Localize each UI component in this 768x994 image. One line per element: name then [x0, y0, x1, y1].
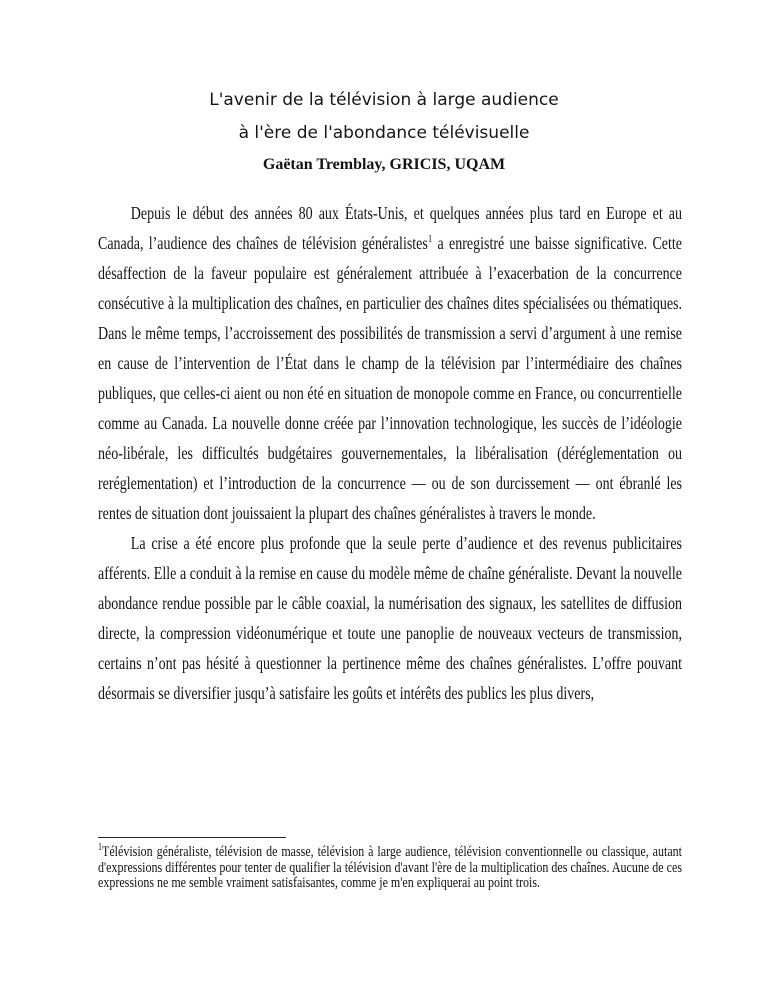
paragraph-1: [98, 198, 682, 528]
paragraph-1-text-after-ref: a enregistré une baisse significative. Cette désaffection de la faveur populaire est généralement attribuée à l’exacerbation de la concurrence consécutive à la multiplication des chaînes, en particulier des chaînes dites spécialisées ou thématiques. Dans le même temps, l’accroissement des possibilités de transmission a servi d’argument à une remise en cause de l’intervention de l’État dans le champ de la télévision par l’intermédiaire des chaînes publiques, que celles-ci aient ou non été en situation de monopole comme en France, ou concurrentielle comme au Canada. La nouvelle donne créée par l’innovation technologique, les succès de l’idéologie néo-libérale, les difficultés budgétaires gouvernementales, la libéralisation (déréglementation ou reréglementation) et l’introduction de la concurrence — ou de son durcissement — ont ébranlé les rentes de situation dont jouissaient la plupart des chaînes généralistes à travers le monde.: [98, 233, 682, 523]
footnote-1: [98, 842, 682, 892]
footnote-1-text: Télévision généraliste, télévision de masse, télévision à large audience, télévision conventionnelle ou classique, autant d'expressions différentes pour tenter de qualifier la télévision d'avant l'ère de la multiplication des chaînes. Aucune de ces expressions ne me semble vraiment satisfaisantes, comme je m'en expliquerai au point trois.: [98, 844, 682, 891]
footnote-reference-1: 1: [427, 233, 433, 246]
footnote-1-marker: 1: [98, 842, 102, 853]
body-text: [98, 198, 682, 708]
document-header: [0, 84, 768, 175]
footnote-separator: [98, 837, 286, 838]
paragraph-1-text-before-ref: Depuis le début des années 80 aux États-Unis, et quelques années plus tard en Europe et au Canada, l’audience des chaînes de télévision généralistes: [98, 203, 683, 253]
document-title-line-1: L'avenir de la télévision à large audience: [209, 90, 559, 110]
document-title-line-2: à l'ère de l'abondance télévisuelle: [238, 123, 530, 143]
paragraph-2: La crise a été encore plus profonde que la seule perte d’audience et des revenus publicitaires afférents. Elle a conduit à la remise en cause du modèle même de chaîne généraliste. Devant la nouvelle abondance rendue possible par le câble coaxial, la numérisation des signaux, les satellites de diffusion directe, la compression vidéonumérique et toute une panoplie de nouveaux vecteurs de transmission, certains n’ont pas hésité à questionner la pertinence même des chaînes généralistes. L’offre pouvant désormais se diversifier jusqu’à satisfaire les goûts et intérêts des publics les plus divers,: [98, 533, 683, 703]
author-line: Gaëtan Tremblay, GRICIS, UQAM: [262, 156, 506, 173]
